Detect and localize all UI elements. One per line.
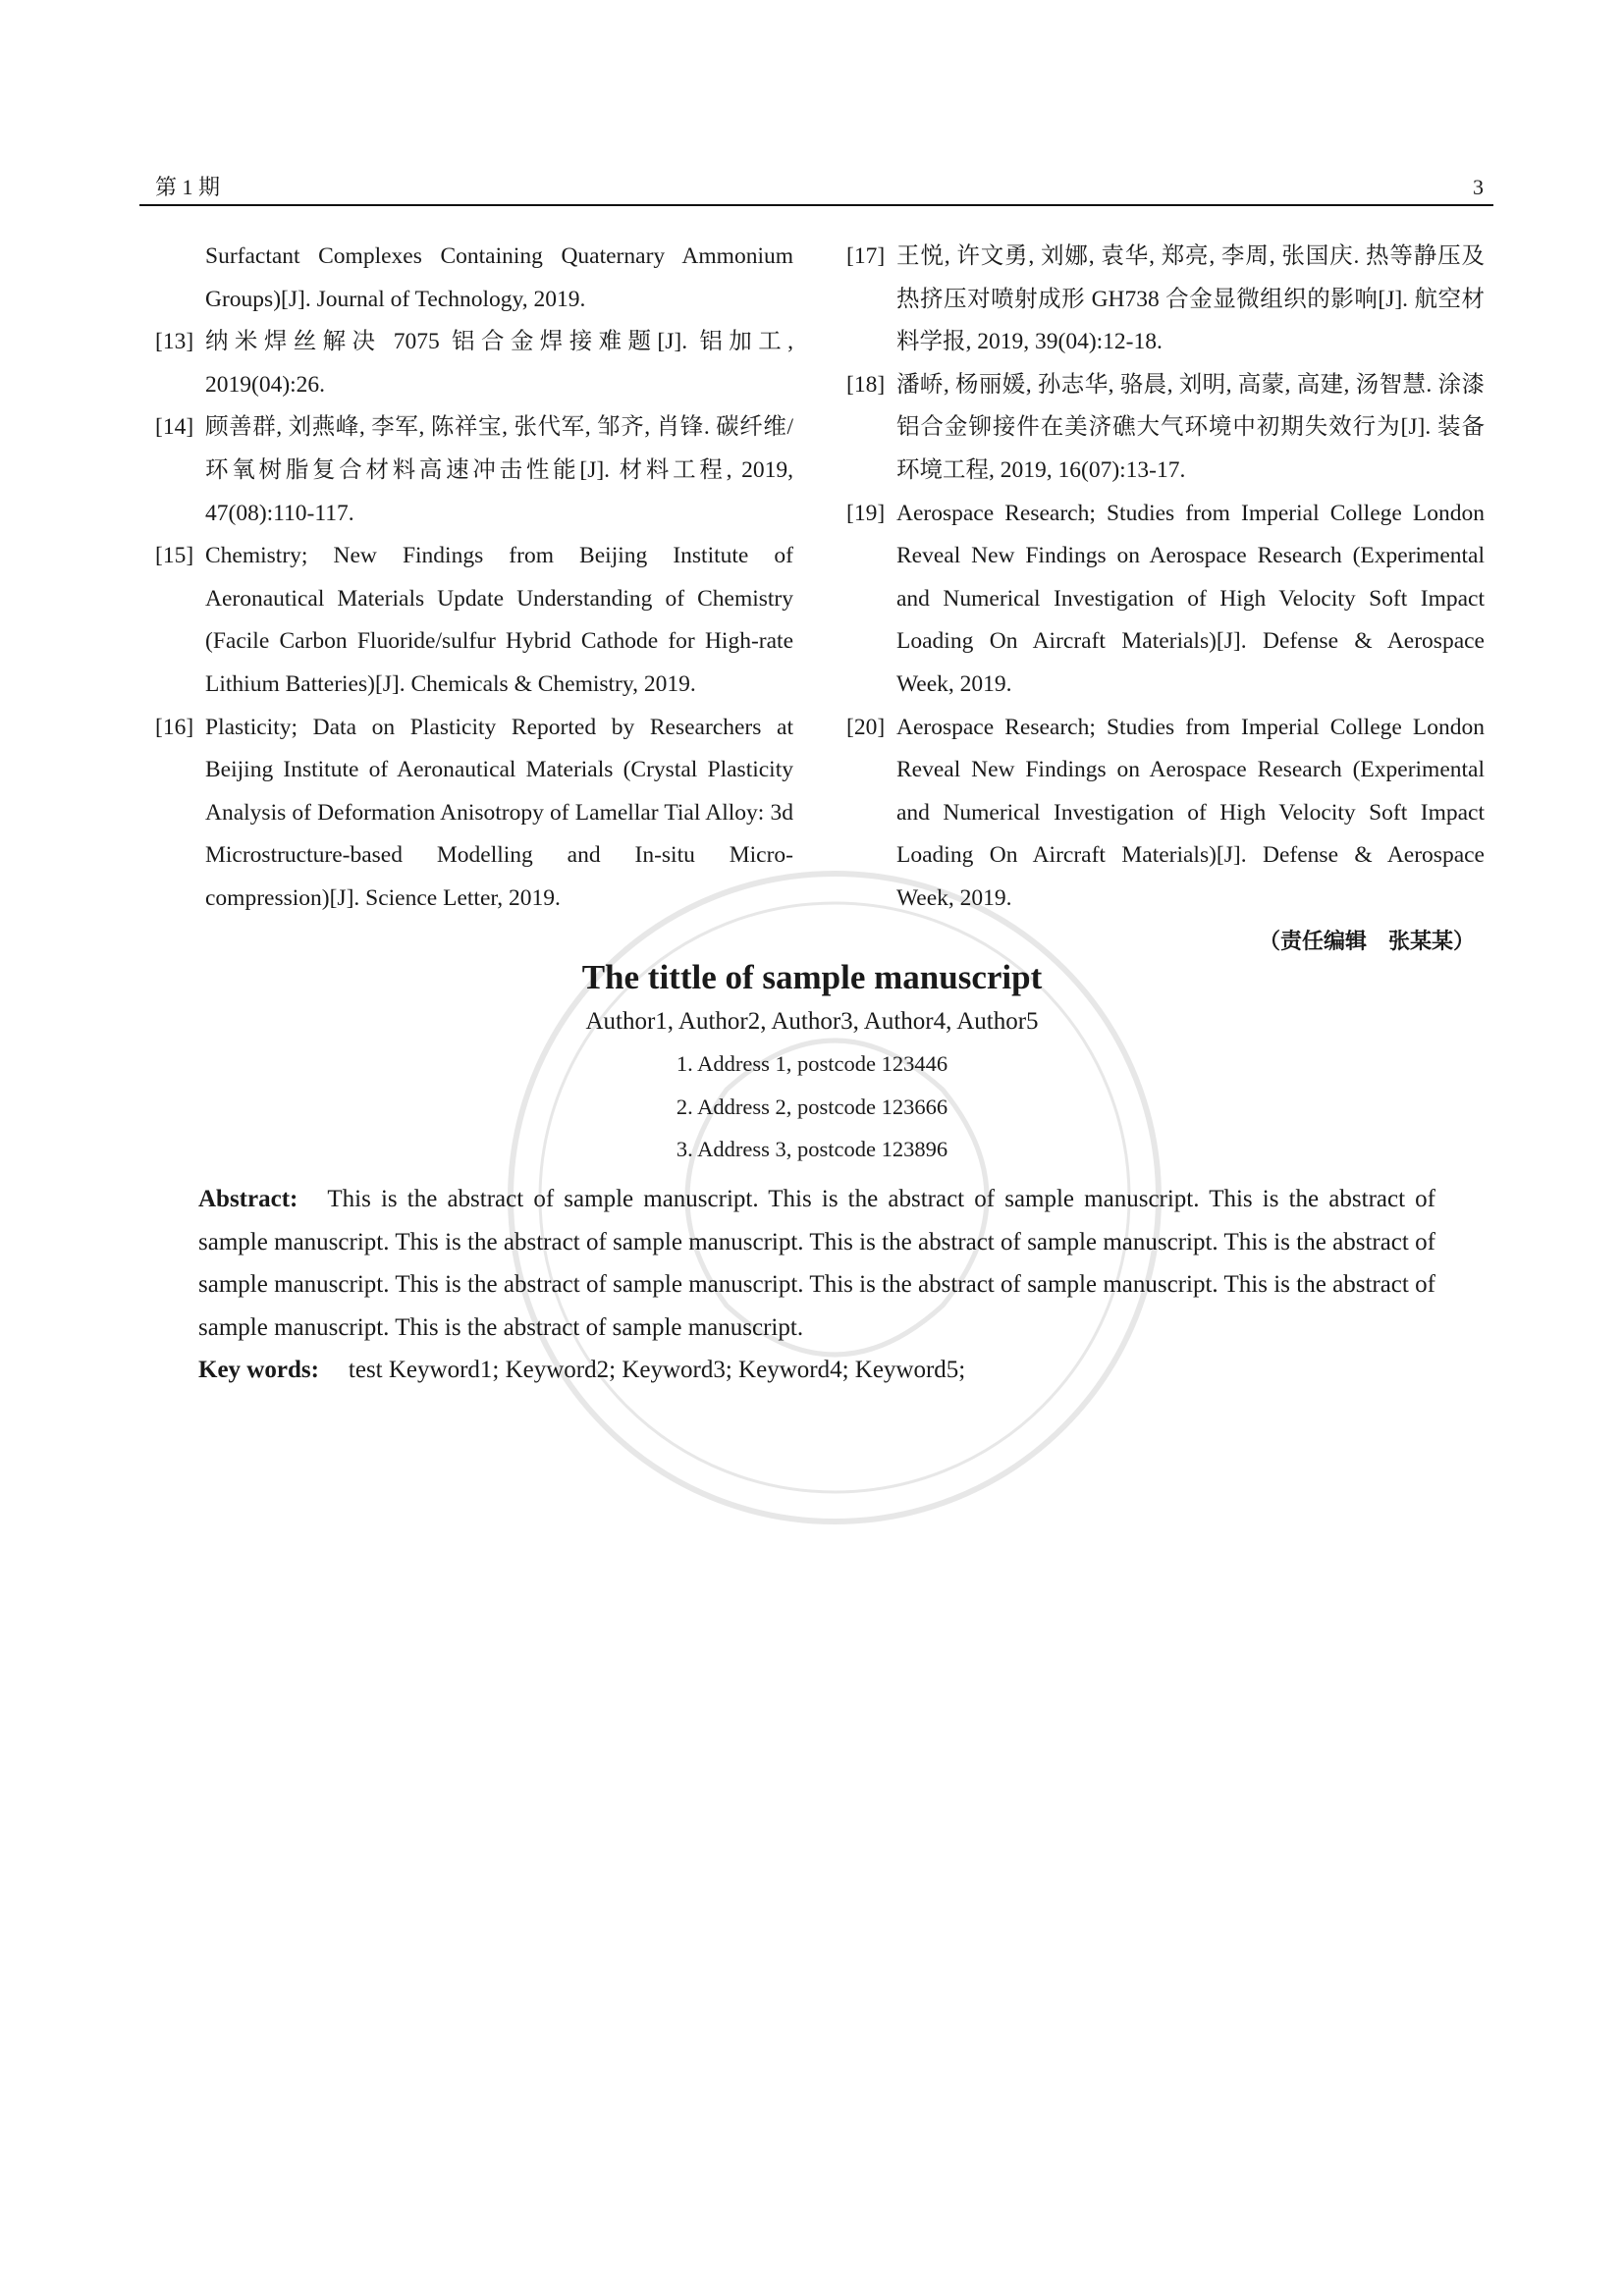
abstract-text: This is the abstract of sample manuscript. This is the abstract of sample manuscript. This is the abstract of sample manuscript. This is the abstract of sample manuscript. This is the abstract of sample manuscript. This is the abstract of sample manuscript. This is the abstract of sample manuscript. This is the abstract of sample manuscript. This is the abstract of sample manuscript. This is the abstract of sample manuscript. <box>198 1186 1435 1341</box>
reference-item <box>846 707 1485 921</box>
reference-number: [20] <box>846 714 886 740</box>
address-line: 2. Address 2, postcode 123666 <box>676 1094 948 1119</box>
manuscript-title: The tittle of sample manuscript <box>581 958 1043 996</box>
reference-text: Aerospace Research; Studies from Imperial College London Reveal New Findings on Aerospace Research (Experimental and Numerical Investigation of High Velocity Soft Impact Loading On Aircraft Materials)[J]. Defense & Aerospace Week, 2019. <box>896 500 1485 697</box>
reference-item <box>846 364 1485 493</box>
reference-item <box>155 406 793 535</box>
references-left-column <box>155 236 793 921</box>
reference-text: 纳米焊丝解决 7075 铝合金焊接难题[J]. 铝加工, 2019(04):26. <box>205 329 793 398</box>
running-header <box>139 171 1493 206</box>
page-number: 3 <box>1473 175 1484 199</box>
keywords-label: Key words: <box>198 1357 319 1384</box>
reference-text: Aerospace Research; Studies from Imperial College London Reveal New Findings on Aerospace Research (Experimental and Numerical Investigation of High Velocity Soft Impact Loading On Aircraft Materials)[J]. Defense & Aerospace Week, 2019. <box>896 714 1485 911</box>
address-line: 1. Address 1, postcode 123446 <box>676 1051 948 1076</box>
reference-number: [17] <box>846 243 886 269</box>
reference-number: [15] <box>155 543 194 569</box>
reference-number: [19] <box>846 500 886 526</box>
reference-text: Plasticity; Data on Plasticity Reported by Researchers at Beijing Institute of Aeronautical Materials (Crystal Plasticity Analysis of Deformation Anisotropy of Lamellar Tial Alloy: 3d Microstructure-based Modelling and In-situ Micro-compression)[J]. Science Letter, 2019. <box>205 714 793 911</box>
issue-label: 第 1 期 <box>155 175 221 199</box>
reference-text: 王悦, 许文勇, 刘娜, 袁华, 郑亮, 李周, 张国庆. 热等静压及热挤压对喷射成形 GH738 合金显微组织的影响[J]. 航空材料学报, 2019, 39(04):12-18. <box>896 243 1485 355</box>
reference-text: Surfactant Complexes Containing Quaternary Ammonium Groups)[J]. Journal of Technology, 2019. <box>205 243 793 312</box>
reference-number: [13] <box>155 329 194 355</box>
reference-text: 顾善群, 刘燕峰, 李军, 陈祥宝, 张代军, 邹齐, 肖锋. 碳纤维/环氧树脂复合材料高速冲击性能[J]. 材料工程, 2019, 47(08):110-117. <box>205 414 793 526</box>
reference-item <box>846 236 1485 364</box>
address-line: 3. Address 3, postcode 123896 <box>676 1137 948 1162</box>
reference-number: [16] <box>155 714 194 740</box>
abstract-section <box>198 1178 1435 1392</box>
reference-text: 潘峤, 杨丽媛, 孙志华, 骆晨, 刘明, 高蒙, 高建, 汤智慧. 涂漆铝合金铆接件在美济礁大气环境中初期失效行为[J]. 装备环境工程, 2019, 16(07):13-17. <box>896 371 1485 483</box>
reference-item <box>155 321 793 406</box>
reference-item <box>155 707 793 921</box>
reference-number: [14] <box>155 414 194 441</box>
reference-item <box>846 493 1485 707</box>
reference-text: Chemistry; New Findings from Beijing Institute of Aeronautical Materials Update Understanding of Chemistry (Facile Carbon Fluoride/sulfur Hybrid Cathode for High-rate Lithium Batteries)[J]. Chemicals & Chemistry, 2019. <box>205 543 793 697</box>
reference-item <box>155 236 793 321</box>
keywords-text: test Keyword1; Keyword2; Keyword3; Keyword4; Keyword5; <box>348 1357 966 1384</box>
keywords-paragraph <box>198 1349 1435 1392</box>
editor-credit: （责任编辑 张某某） <box>1258 929 1475 954</box>
author-list: Author1, Author2, Author3, Author4, Author5 <box>585 1008 1039 1035</box>
references-right-column <box>846 236 1485 963</box>
abstract-label: Abstract: <box>198 1186 298 1212</box>
reference-number: [18] <box>846 371 886 398</box>
reference-item <box>155 535 793 706</box>
manuscript-heading <box>0 954 1624 1171</box>
abstract-paragraph <box>198 1178 1435 1349</box>
